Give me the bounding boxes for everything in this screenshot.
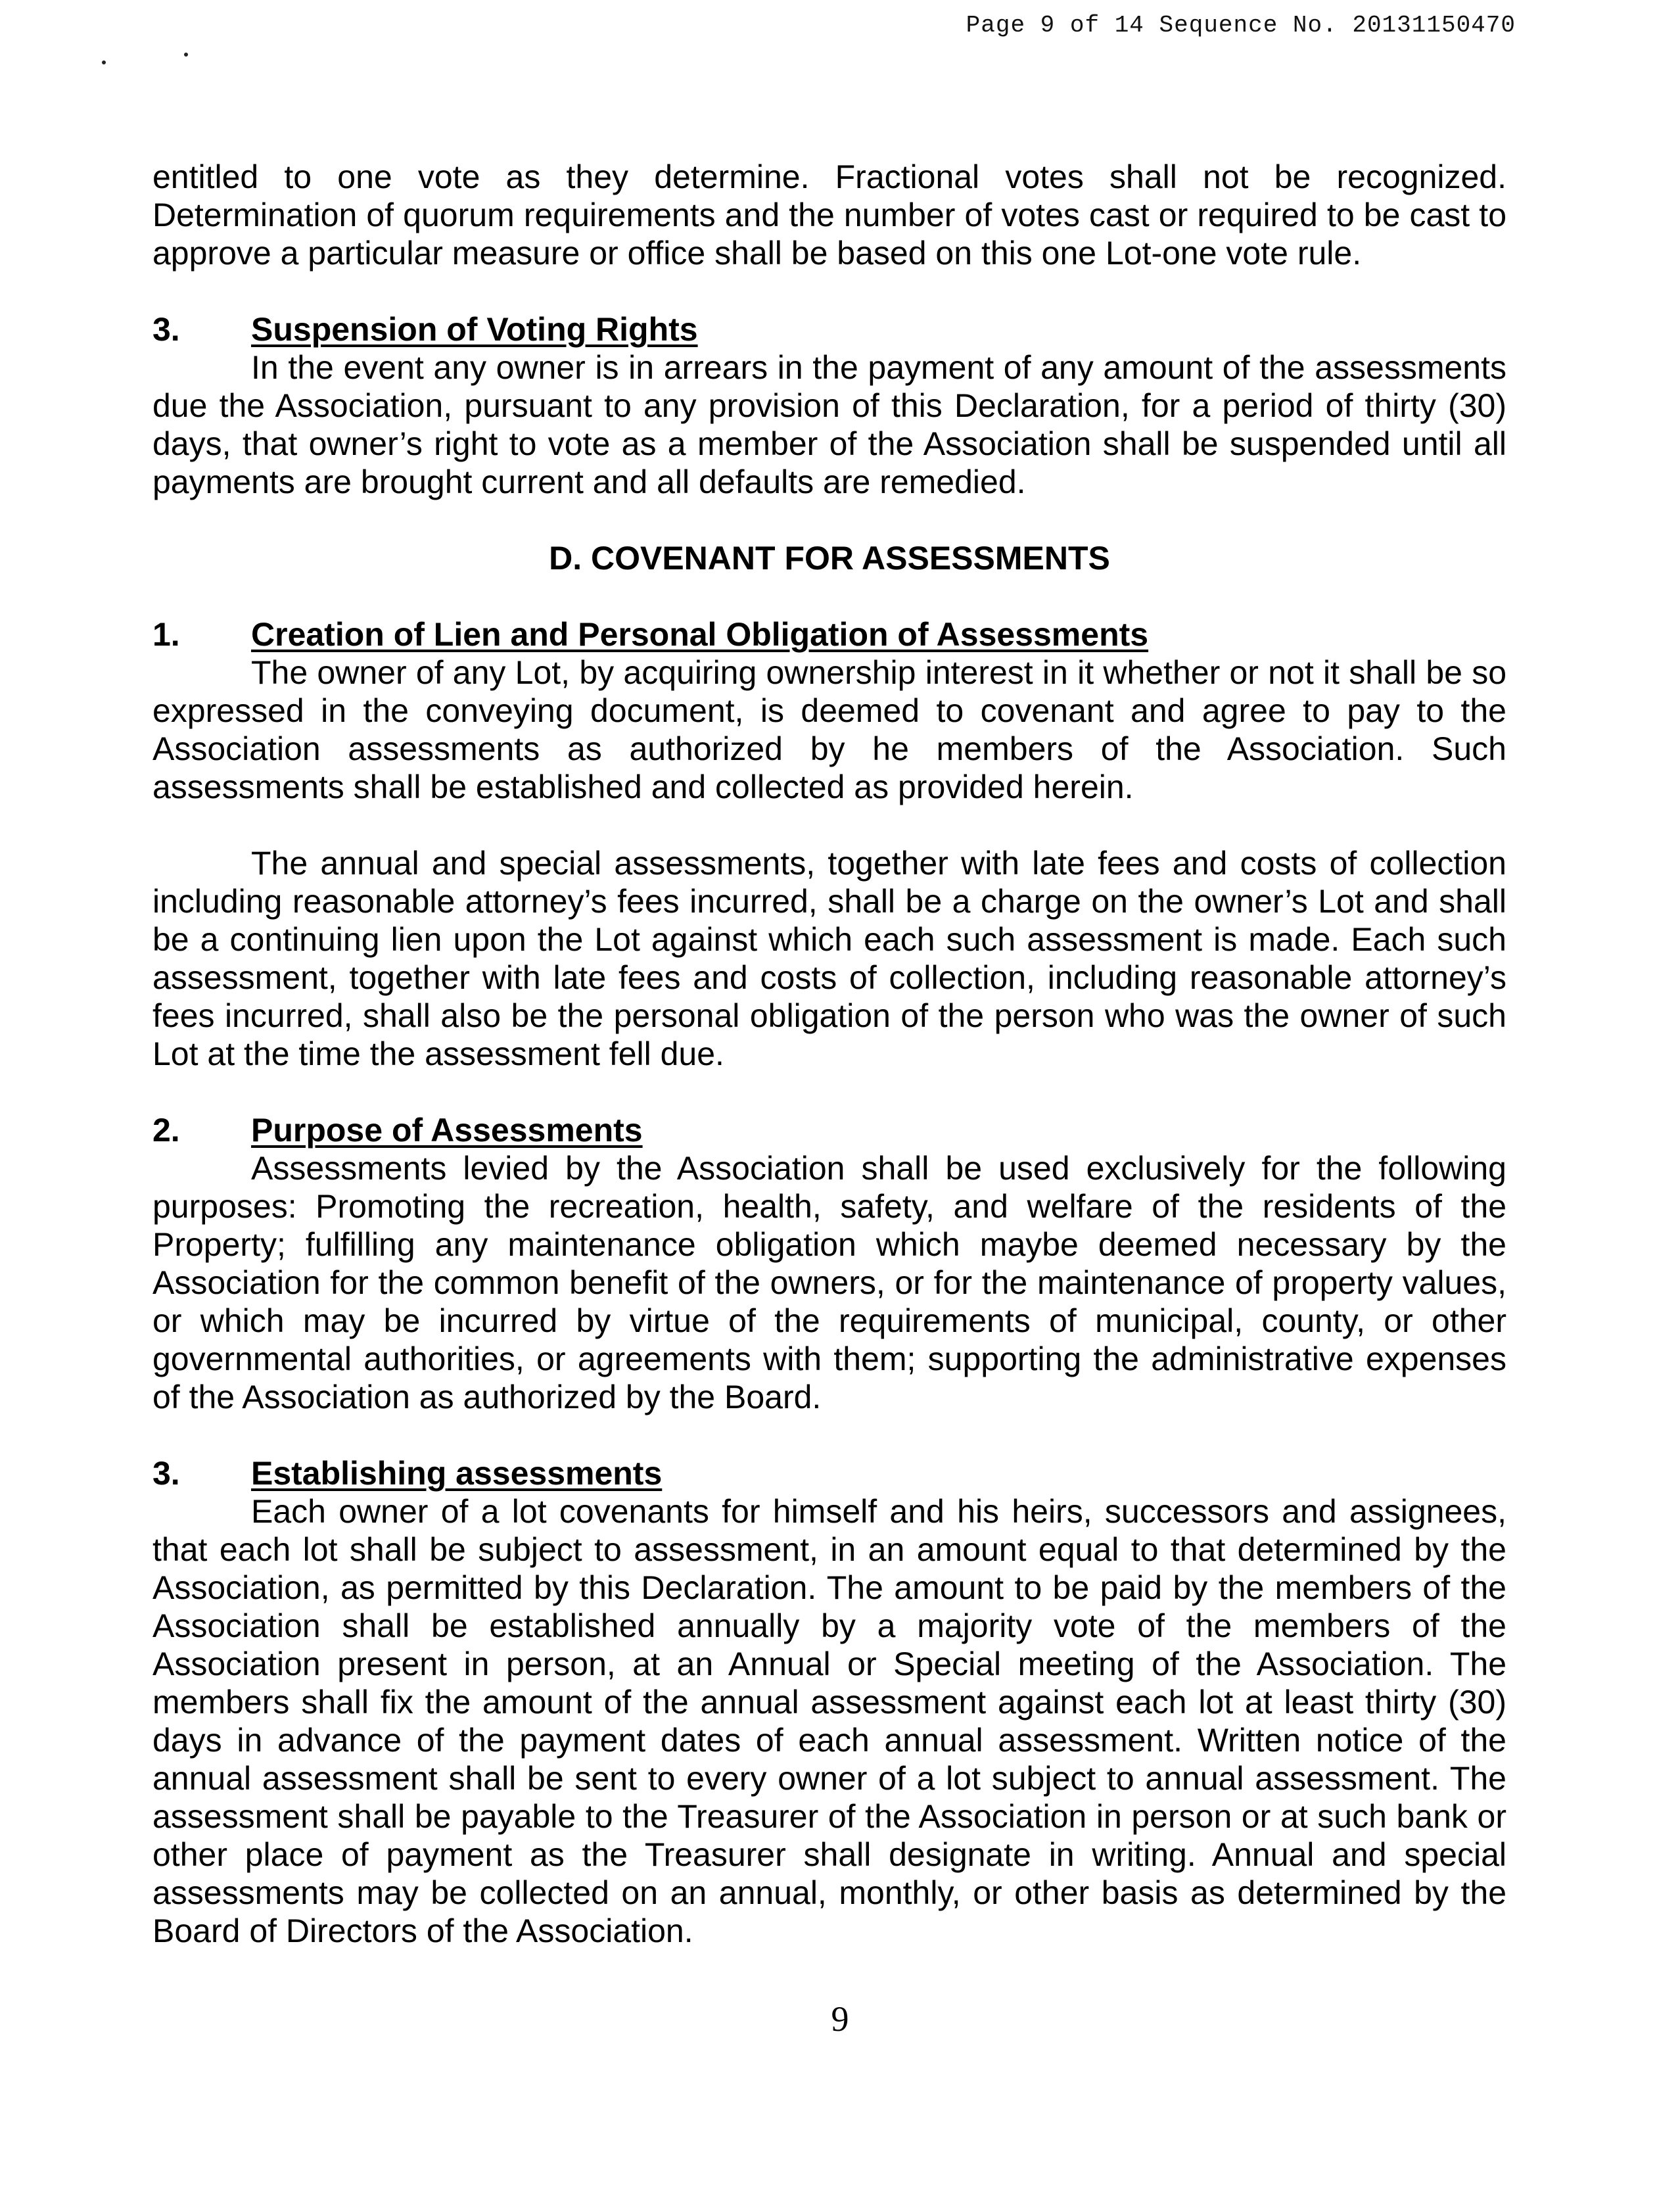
creation-of-lien-paragraph-2: The annual and special assessments, together with late fees and costs of collection including reasonable attorney’s fees incurred, shall be a charge on the owner’s Lot and shall be a continuing lien upon the Lot against which each such assessment is made. Each such assessment, together with late fees and costs of collection, including reasonable attorney’s fees incurred, shall also be the personal obligation of the person who was the owner of such Lot at the time the assessment fell due. [152,845,1506,1072]
scan-speck [184,53,188,57]
section-heading-creation-of-lien [152,615,1506,653]
section-title: Suspension of Voting Rights [251,311,698,348]
section-number: 3. [152,311,180,348]
suspension-paragraph: In the event any owner is in arrears in the payment of any amount of the assessments due the Association, pursuant to any provision of this Declaration, for a period of thirty (30) days, that owner’s right to vote as a member of the Association shall be suspended until all payments are brought current and all defaults are remedied. [152,349,1506,500]
purpose-of-assessments-paragraph: Assessments levied by the Association shall be used exclusively for the following purposes: Promoting the recreation, health, safety, and welfare of the residents of the Property; fulfilling any maintenance obligation which maybe deemed necessary by the Association for the common benefit of the owners, or for the maintenance of property values, or which may be incurred by virtue of the requirements of municipal, county, or other governmental authorities, or agreements with them; supporting the administrative expenses of the Association as authorized by the Board. [152,1150,1506,1415]
page-sequence-stamp: Page 9 of 14 Sequence No. 20131150470 [966,12,1516,39]
establishing-assessments-paragraph: Each owner of a lot covenants for himself and his heirs, successors and assignees, that each lot shall be subject to assessment, in an amount equal to that determined by the Association, as permitted by this Declaration. The amount to be paid by the members of the Association shall be established annually by a majority vote of the members of the Association present in person, at an Annual or Special meeting of the Association. The members shall fix the amount of the annual assessment against each lot at least thirty (30) days in advance of the payment dates of each annual assessment. Written notice of the annual assessment shall be sent to every owner of a lot subject to annual assessment. The assessment shall be payable to the Treasurer of the Association in person or at such bank or other place of payment as the Treasurer shall designate in writing. Annual and special assessments may be collected on an annual, monthly, or other basis as determined by the Board of Directors of the Association. [152,1493,1506,1949]
section-title: Purpose of Assessments [251,1112,643,1149]
creation-of-lien-paragraph-1: The owner of any Lot, by acquiring ownership interest in it whether or not it shall be so expressed in the conveying document, is deemed to covenant and agree to pay to the Association assessments as authorized by he members of the Association. Such assessments shall be established and collected as provided herein. [152,654,1506,805]
section-title: Creation of Lien and Personal Obligation of Assessments [251,616,1149,653]
section-number: 2. [152,1112,180,1149]
section-number: 3. [152,1455,180,1492]
scan-speck [102,60,106,64]
section-number: 1. [152,616,180,653]
page-number: 9 [831,1999,849,2039]
intro-paragraph: entitled to one vote as they determine. Fractional votes shall not be recognized. Determination of quorum requirements and the number of votes cast or required to be cast to approve a particular measure or office shall be based on this one Lot-one vote rule. [152,158,1506,272]
section-heading-suspension-of-voting-rights [152,310,1506,348]
section-title: Establishing assessments [251,1455,663,1492]
article-heading-covenant-for-assessments: D. COVENANT FOR ASSESSMENTS [549,540,1110,577]
section-heading-establishing-assessments [152,1454,1506,1492]
document-body [152,158,1506,1950]
section-heading-purpose-of-assessments [152,1111,1506,1149]
